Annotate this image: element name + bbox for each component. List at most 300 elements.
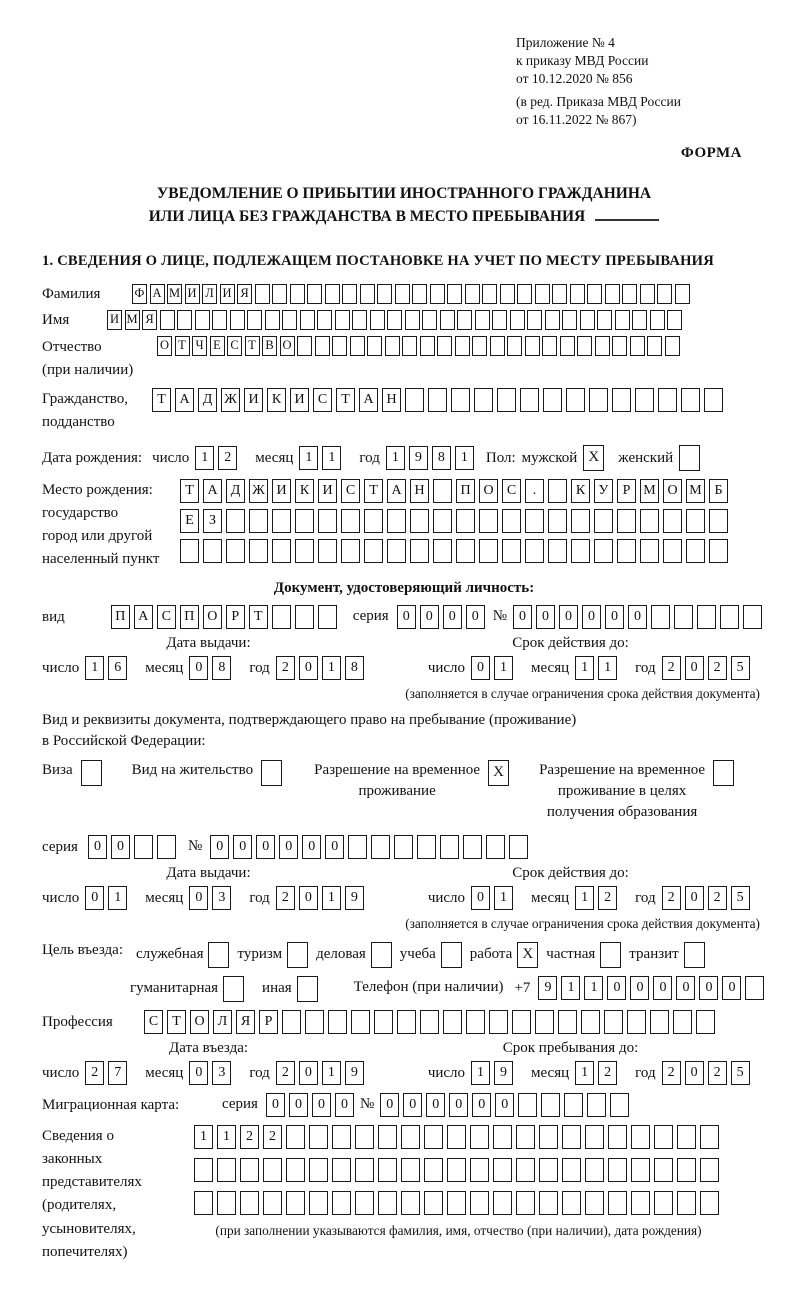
char-box[interactable]: 0 (685, 1061, 704, 1085)
char-box[interactable] (203, 539, 222, 563)
char-box[interactable] (564, 1093, 583, 1117)
char-box[interactable] (387, 310, 402, 330)
char-box[interactable]: 0 (256, 835, 275, 859)
char-box[interactable]: 1 (575, 886, 594, 910)
char-box[interactable] (539, 1158, 558, 1182)
char-box[interactable]: 1 (386, 446, 405, 470)
char-box[interactable] (395, 284, 410, 304)
char-box[interactable] (433, 539, 452, 563)
char-box[interactable] (587, 1093, 606, 1117)
char-box[interactable]: 5 (731, 656, 750, 680)
char-box[interactable] (635, 388, 654, 412)
char-box[interactable] (226, 539, 245, 563)
char-box[interactable] (667, 310, 682, 330)
char-box[interactable] (743, 605, 762, 629)
char-box[interactable] (585, 1125, 604, 1149)
char-box[interactable]: О (663, 479, 682, 503)
char-box[interactable]: 0 (266, 1093, 285, 1117)
char-box[interactable]: Е (180, 509, 199, 533)
char-box[interactable]: 0 (471, 886, 490, 910)
char-box[interactable] (160, 310, 175, 330)
char-box[interactable] (351, 1010, 370, 1034)
char-box[interactable]: X (517, 942, 538, 968)
char-box[interactable] (640, 539, 659, 563)
char-box[interactable] (272, 605, 291, 629)
char-box[interactable]: 2 (662, 886, 681, 910)
char-box[interactable] (297, 336, 312, 356)
char-box[interactable]: 1 (584, 976, 603, 1000)
char-box[interactable] (658, 388, 677, 412)
char-box[interactable] (608, 1191, 627, 1215)
char-box[interactable]: П (111, 605, 130, 629)
char-box[interactable] (405, 310, 420, 330)
char-box[interactable] (486, 835, 505, 859)
char-box[interactable]: Т (175, 336, 190, 356)
char-box[interactable]: . (525, 479, 544, 503)
char-box[interactable]: 2 (276, 656, 295, 680)
char-box[interactable]: 2 (218, 446, 237, 470)
char-box[interactable] (341, 509, 360, 533)
char-box[interactable] (610, 1093, 629, 1117)
char-box[interactable]: 1 (561, 976, 580, 1000)
char-box[interactable] (597, 310, 612, 330)
char-box[interactable] (589, 388, 608, 412)
char-box[interactable] (681, 388, 700, 412)
char-box[interactable] (290, 284, 305, 304)
char-box[interactable]: 2 (708, 886, 727, 910)
char-box[interactable] (571, 539, 590, 563)
char-box[interactable] (355, 1125, 374, 1149)
char-box[interactable] (332, 1125, 351, 1149)
char-box[interactable] (520, 388, 539, 412)
char-box[interactable] (700, 1191, 719, 1215)
char-box[interactable] (539, 1125, 558, 1149)
char-box[interactable] (341, 539, 360, 563)
char-box[interactable] (475, 310, 490, 330)
char-box[interactable]: Ч (192, 336, 207, 356)
char-box[interactable]: 2 (708, 1061, 727, 1085)
char-box[interactable]: 1 (471, 1061, 490, 1085)
char-box[interactable]: Я (237, 284, 252, 304)
char-box[interactable] (212, 310, 227, 330)
char-box[interactable] (581, 1010, 600, 1034)
char-box[interactable] (470, 1158, 489, 1182)
char-box[interactable] (223, 976, 244, 1002)
char-box[interactable] (208, 942, 229, 968)
char-box[interactable] (713, 760, 734, 786)
char-box[interactable] (387, 509, 406, 533)
char-box[interactable]: 0 (630, 976, 649, 1000)
char-box[interactable]: Т (249, 605, 268, 629)
char-box[interactable] (402, 336, 417, 356)
char-box[interactable]: 0 (302, 835, 321, 859)
char-box[interactable] (704, 388, 723, 412)
char-box[interactable]: 0 (685, 656, 704, 680)
char-box[interactable]: 0 (472, 1093, 491, 1117)
char-box[interactable] (263, 1191, 282, 1215)
char-box[interactable] (417, 835, 436, 859)
char-box[interactable]: А (203, 479, 222, 503)
char-box[interactable] (360, 284, 375, 304)
char-box[interactable] (490, 336, 505, 356)
char-box[interactable] (615, 310, 630, 330)
char-box[interactable] (552, 284, 567, 304)
char-box[interactable]: Т (180, 479, 199, 503)
char-box[interactable]: 2 (662, 656, 681, 680)
char-box[interactable] (594, 539, 613, 563)
char-box[interactable] (720, 605, 739, 629)
char-box[interactable]: 0 (628, 605, 647, 629)
char-box[interactable]: 0 (397, 605, 416, 629)
char-box[interactable] (217, 1191, 236, 1215)
char-box[interactable]: 9 (345, 886, 364, 910)
char-box[interactable] (255, 284, 270, 304)
char-box[interactable]: 0 (289, 1093, 308, 1117)
char-box[interactable]: О (203, 605, 222, 629)
char-box[interactable]: И (220, 284, 235, 304)
char-box[interactable] (502, 509, 521, 533)
char-box[interactable] (332, 1191, 351, 1215)
char-box[interactable]: 0 (189, 886, 208, 910)
char-box[interactable]: О (280, 336, 295, 356)
char-box[interactable] (443, 1010, 462, 1034)
char-box[interactable] (640, 284, 655, 304)
char-box[interactable]: Р (226, 605, 245, 629)
char-box[interactable] (612, 336, 627, 356)
char-box[interactable] (318, 509, 337, 533)
char-box[interactable]: М (686, 479, 705, 503)
char-box[interactable] (350, 336, 365, 356)
char-box[interactable]: 0 (299, 656, 318, 680)
char-box[interactable]: П (456, 479, 475, 503)
char-box[interactable] (631, 1191, 650, 1215)
char-box[interactable]: Т (364, 479, 383, 503)
char-box[interactable] (585, 1191, 604, 1215)
char-box[interactable] (677, 1158, 696, 1182)
char-box[interactable]: 6 (108, 656, 127, 680)
char-box[interactable]: 0 (722, 976, 741, 1000)
char-box[interactable] (405, 388, 424, 412)
char-box[interactable]: 1 (494, 656, 513, 680)
char-box[interactable] (608, 1125, 627, 1149)
char-box[interactable]: 0 (111, 835, 130, 859)
char-box[interactable] (217, 1158, 236, 1182)
char-box[interactable] (249, 539, 268, 563)
char-box[interactable]: 0 (443, 605, 462, 629)
char-box[interactable]: М (125, 310, 140, 330)
char-box[interactable]: М (640, 479, 659, 503)
char-box[interactable] (247, 310, 262, 330)
char-box[interactable] (263, 1158, 282, 1182)
char-box[interactable] (663, 539, 682, 563)
char-box[interactable] (474, 388, 493, 412)
char-box[interactable]: 0 (325, 835, 344, 859)
char-box[interactable]: 1 (299, 446, 318, 470)
char-box[interactable]: 0 (449, 1093, 468, 1117)
char-box[interactable]: И (272, 479, 291, 503)
char-box[interactable] (673, 1010, 692, 1034)
char-box[interactable]: 0 (299, 1061, 318, 1085)
char-box[interactable] (318, 605, 337, 629)
char-box[interactable]: Я (142, 310, 157, 330)
char-box[interactable]: 8 (432, 446, 451, 470)
char-box[interactable] (420, 336, 435, 356)
char-box[interactable] (630, 336, 645, 356)
char-box[interactable] (261, 760, 282, 786)
char-box[interactable] (677, 1191, 696, 1215)
char-box[interactable] (463, 835, 482, 859)
char-box[interactable] (455, 336, 470, 356)
char-box[interactable] (420, 1010, 439, 1034)
char-box[interactable] (272, 509, 291, 533)
char-box[interactable] (470, 1191, 489, 1215)
char-box[interactable]: 0 (210, 835, 229, 859)
char-box[interactable]: 0 (85, 886, 104, 910)
char-box[interactable]: 1 (455, 446, 474, 470)
char-box[interactable]: 3 (212, 886, 231, 910)
char-box[interactable] (700, 1125, 719, 1149)
char-box[interactable]: 0 (189, 1061, 208, 1085)
char-box[interactable] (509, 835, 528, 859)
char-box[interactable] (317, 310, 332, 330)
char-box[interactable] (342, 284, 357, 304)
char-box[interactable] (566, 388, 585, 412)
char-box[interactable] (295, 539, 314, 563)
char-box[interactable] (286, 1191, 305, 1215)
char-box[interactable]: 1 (85, 656, 104, 680)
char-box[interactable]: 5 (731, 886, 750, 910)
char-box[interactable] (194, 1158, 213, 1182)
char-box[interactable]: 2 (662, 1061, 681, 1085)
char-box[interactable]: 0 (380, 1093, 399, 1117)
char-box[interactable] (440, 310, 455, 330)
char-box[interactable]: 1 (322, 886, 341, 910)
char-box[interactable]: 1 (108, 886, 127, 910)
char-box[interactable] (709, 509, 728, 533)
char-box[interactable]: Н (382, 388, 401, 412)
char-box[interactable] (631, 1158, 650, 1182)
char-box[interactable] (81, 760, 102, 786)
char-box[interactable] (177, 310, 192, 330)
char-box[interactable]: Т (245, 336, 260, 356)
char-box[interactable] (447, 1125, 466, 1149)
char-box[interactable]: 8 (345, 656, 364, 680)
char-box[interactable]: С (502, 479, 521, 503)
char-box[interactable]: Ж (249, 479, 268, 503)
char-box[interactable] (355, 1191, 374, 1215)
char-box[interactable]: И (185, 284, 200, 304)
char-box[interactable] (600, 942, 621, 968)
char-box[interactable] (309, 1158, 328, 1182)
char-box[interactable]: 0 (653, 976, 672, 1000)
char-box[interactable]: 9 (538, 976, 557, 1000)
char-box[interactable]: 2 (240, 1125, 259, 1149)
char-box[interactable]: К (571, 479, 590, 503)
char-box[interactable] (318, 539, 337, 563)
char-box[interactable]: 0 (312, 1093, 331, 1117)
char-box[interactable]: 0 (536, 605, 555, 629)
char-box[interactable] (657, 284, 672, 304)
char-box[interactable] (585, 1158, 604, 1182)
char-box[interactable] (295, 509, 314, 533)
char-box[interactable] (570, 284, 585, 304)
char-box[interactable] (240, 1158, 259, 1182)
char-box[interactable] (675, 284, 690, 304)
char-box[interactable]: И (290, 388, 309, 412)
char-box[interactable] (548, 509, 567, 533)
char-box[interactable]: 2 (276, 886, 295, 910)
char-box[interactable] (397, 1010, 416, 1034)
char-box[interactable]: 0 (685, 886, 704, 910)
char-box[interactable] (604, 1010, 623, 1034)
char-box[interactable]: Б (709, 479, 728, 503)
char-box[interactable] (627, 1010, 646, 1034)
char-box[interactable] (371, 942, 392, 968)
char-box[interactable]: 0 (495, 1093, 514, 1117)
char-box[interactable]: 3 (212, 1061, 231, 1085)
char-box[interactable] (562, 310, 577, 330)
char-box[interactable] (647, 336, 662, 356)
char-box[interactable]: 1 (194, 1125, 213, 1149)
char-box[interactable] (249, 509, 268, 533)
char-box[interactable] (525, 336, 540, 356)
char-box[interactable] (300, 310, 315, 330)
char-box[interactable]: С (227, 336, 242, 356)
char-box[interactable]: 9 (409, 446, 428, 470)
char-box[interactable] (378, 1125, 397, 1149)
char-box[interactable] (500, 284, 515, 304)
char-box[interactable]: В (262, 336, 277, 356)
char-box[interactable]: О (479, 479, 498, 503)
char-box[interactable] (465, 284, 480, 304)
char-box[interactable] (650, 310, 665, 330)
char-box[interactable]: И (107, 310, 122, 330)
char-box[interactable] (332, 1158, 351, 1182)
char-box[interactable] (410, 539, 429, 563)
char-box[interactable] (502, 539, 521, 563)
char-box[interactable] (457, 310, 472, 330)
char-box[interactable] (535, 1010, 554, 1034)
char-box[interactable] (640, 509, 659, 533)
char-box[interactable] (412, 284, 427, 304)
char-box[interactable]: 2 (598, 886, 617, 910)
char-box[interactable] (560, 336, 575, 356)
char-box[interactable]: А (134, 605, 153, 629)
char-box[interactable] (424, 1191, 443, 1215)
char-box[interactable]: 0 (279, 835, 298, 859)
char-box[interactable] (745, 976, 764, 1000)
char-box[interactable]: 0 (513, 605, 532, 629)
char-box[interactable] (479, 539, 498, 563)
char-box[interactable] (447, 284, 462, 304)
char-box[interactable]: Т (167, 1010, 186, 1034)
char-box[interactable] (447, 1158, 466, 1182)
char-box[interactable] (297, 976, 318, 1002)
char-box[interactable] (631, 1125, 650, 1149)
char-box[interactable] (548, 539, 567, 563)
char-box[interactable] (371, 835, 390, 859)
char-box[interactable] (518, 1093, 537, 1117)
char-box[interactable] (562, 1125, 581, 1149)
char-box[interactable] (562, 1158, 581, 1182)
char-box[interactable]: Н (410, 479, 429, 503)
char-box[interactable] (282, 1010, 301, 1034)
char-box[interactable] (348, 835, 367, 859)
char-box[interactable] (700, 1158, 719, 1182)
char-box[interactable] (287, 942, 308, 968)
char-box[interactable] (424, 1125, 443, 1149)
char-box[interactable] (545, 310, 560, 330)
char-box[interactable] (286, 1125, 305, 1149)
char-box[interactable]: 0 (582, 605, 601, 629)
char-box[interactable] (433, 479, 452, 503)
char-box[interactable]: Т (336, 388, 355, 412)
char-box[interactable] (686, 509, 705, 533)
char-box[interactable] (617, 509, 636, 533)
char-box[interactable] (709, 539, 728, 563)
char-box[interactable] (571, 509, 590, 533)
char-box[interactable] (497, 388, 516, 412)
char-box[interactable] (677, 1125, 696, 1149)
char-box[interactable] (548, 479, 567, 503)
char-box[interactable] (587, 284, 602, 304)
char-box[interactable] (479, 509, 498, 533)
char-box[interactable]: 9 (345, 1061, 364, 1085)
char-box[interactable]: К (295, 479, 314, 503)
char-box[interactable] (580, 310, 595, 330)
char-box[interactable]: 0 (299, 886, 318, 910)
char-box[interactable]: 2 (85, 1061, 104, 1085)
char-box[interactable] (525, 509, 544, 533)
char-box[interactable] (595, 336, 610, 356)
char-box[interactable]: Р (259, 1010, 278, 1034)
char-box[interactable]: А (175, 388, 194, 412)
char-box[interactable] (332, 336, 347, 356)
char-box[interactable]: 0 (335, 1093, 354, 1117)
char-box[interactable] (456, 509, 475, 533)
char-box[interactable]: 8 (212, 656, 231, 680)
char-box[interactable]: 1 (598, 656, 617, 680)
char-box[interactable]: Л (213, 1010, 232, 1034)
char-box[interactable]: А (359, 388, 378, 412)
char-box[interactable] (665, 336, 680, 356)
char-box[interactable] (226, 509, 245, 533)
char-box[interactable] (654, 1125, 673, 1149)
char-box[interactable] (315, 336, 330, 356)
char-box[interactable]: 0 (426, 1093, 445, 1117)
char-box[interactable] (697, 605, 716, 629)
char-box[interactable] (594, 509, 613, 533)
char-box[interactable] (507, 336, 522, 356)
char-box[interactable] (493, 1191, 512, 1215)
char-box[interactable]: С (341, 479, 360, 503)
char-box[interactable] (374, 1010, 393, 1034)
char-box[interactable]: К (267, 388, 286, 412)
char-box[interactable]: X (488, 760, 509, 786)
char-box[interactable] (558, 1010, 577, 1034)
char-box[interactable] (512, 1010, 531, 1034)
char-box[interactable] (577, 336, 592, 356)
char-box[interactable]: 1 (322, 446, 341, 470)
char-box[interactable] (679, 445, 700, 471)
char-box[interactable]: 0 (466, 605, 485, 629)
char-box[interactable]: А (387, 479, 406, 503)
char-box[interactable]: М (167, 284, 182, 304)
char-box[interactable] (622, 284, 637, 304)
char-box[interactable] (525, 539, 544, 563)
char-box[interactable]: 2 (276, 1061, 295, 1085)
char-box[interactable]: У (594, 479, 613, 503)
